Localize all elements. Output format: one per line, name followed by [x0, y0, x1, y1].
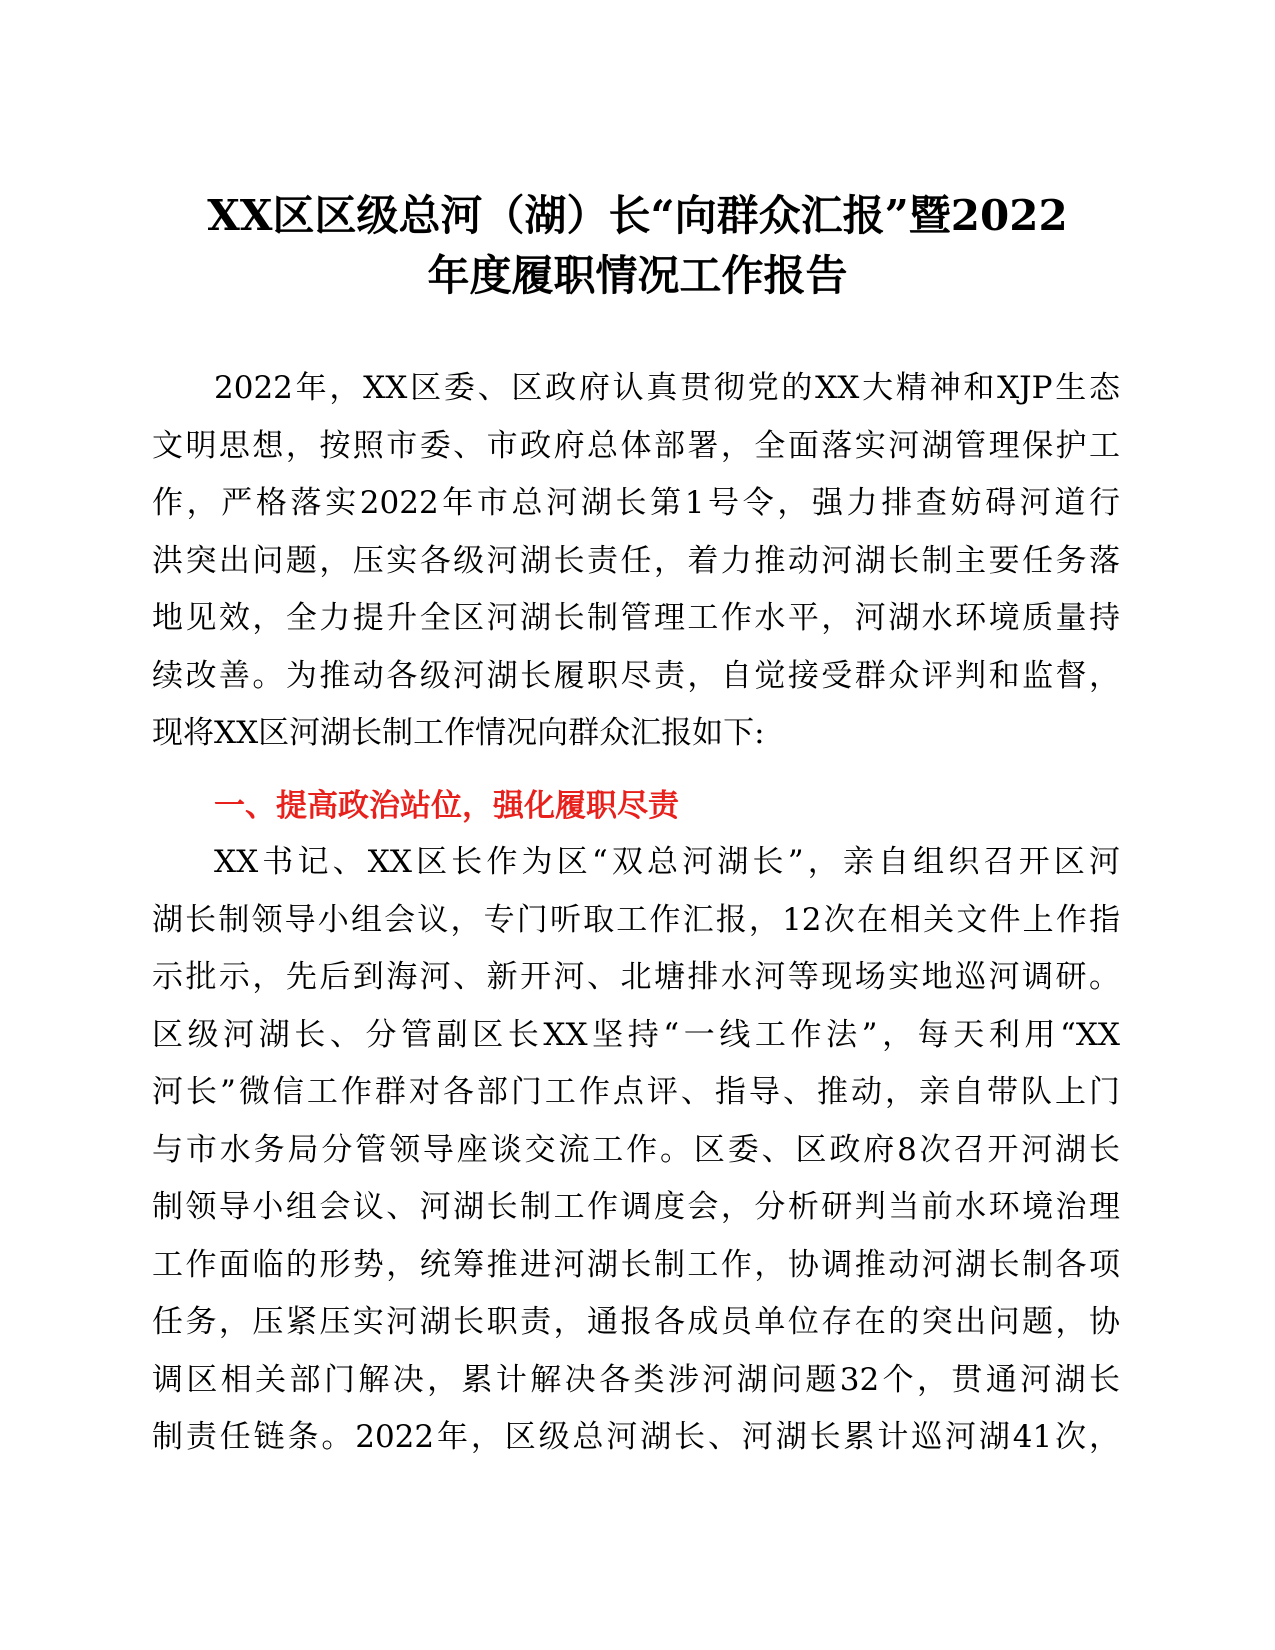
- text-line: XX书记、XX区长作为区“双总河湖长”，亲自组织召开区河: [214, 844, 1120, 880]
- section-heading: 一、提高政治站位，强化履职尽责: [214, 788, 679, 824]
- text-line: 地见效，全力提升全区河湖长制管理工作水平，河湖水环境质量持: [152, 600, 1120, 636]
- text-line: 示批示，先后到海河、新开河、北塘排水河等现场实地巡河调研。: [152, 959, 1120, 995]
- text-line: 作，严格落实2022年市总河湖长第1号令，强力排查妨碍河道行: [152, 485, 1120, 521]
- document-title: [140, 186, 1135, 306]
- title-line: 年度履职情况工作报告: [427, 251, 848, 300]
- text-line: 调区相关部门解决，累计解决各类涉河湖问题32个，贯通河湖长: [152, 1361, 1120, 1398]
- text-line: 河长”微信工作群对各部门工作点评、指导、推动，亲自带队上门: [152, 1074, 1120, 1110]
- text-line: 湖长制领导小组会议，专门听取工作汇报，12次在相关文件上作指: [152, 901, 1120, 938]
- text-line: 工作面临的形势，统筹推进河湖长制工作，协调推动河湖长制各项: [152, 1246, 1120, 1283]
- text-line: 现将XX区河湖长制工作情况向群众汇报如下:: [152, 715, 765, 751]
- text-line: 洪突出问题，压实各级河湖长责任，着力推动河湖长制主要任务落: [152, 542, 1120, 579]
- text-line: 任务，压紧压实河湖长职责，通报各成员单位存在的突出问题，协: [152, 1304, 1120, 1340]
- text-line: 制领导小组会议、河湖长制工作调度会，分析研判当前水环境治理: [152, 1189, 1120, 1225]
- text-line: 区级河湖长、分管副区长XX坚持“一线工作法”，每天利用“XX: [152, 1016, 1120, 1053]
- section1-paragraph: [152, 834, 1120, 1467]
- text-line: 与市水务局分管领导座谈交流工作。区委、区政府8次召开河湖长: [152, 1131, 1120, 1168]
- text-line: 2022年，XX区委、区政府认真贯彻党的XX大精神和XJP生态: [214, 370, 1120, 406]
- text-line: 续改善。为推动各级河湖长履职尽责，自觉接受群众评判和监督，: [152, 657, 1120, 694]
- text-line: 制责任链条。2022年，区级总河湖长、河湖长累计巡河湖41次，: [152, 1419, 1120, 1455]
- intro-paragraph: [152, 360, 1120, 763]
- title-line: XX区区级总河（湖）长“向群众汇报”暨2022: [207, 191, 1068, 240]
- text-line: 文明思想，按照市委、市政府总体部署，全面落实河湖管理保护工: [152, 427, 1120, 464]
